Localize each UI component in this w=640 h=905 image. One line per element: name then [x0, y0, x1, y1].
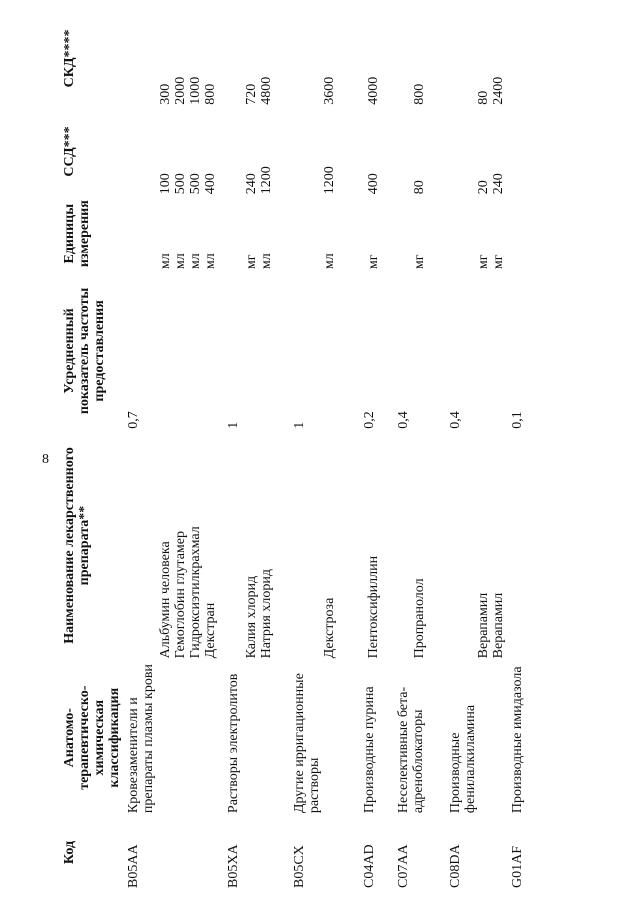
drug-name: Натрия хлорид [259, 569, 274, 659]
drug-skd: 2400 [491, 76, 506, 105]
table-row [510, 10, 546, 890]
row-drugs [292, 431, 362, 661]
row-ssd [510, 107, 546, 196]
drug-name: Верапамил [476, 592, 491, 659]
row-freq: 1 [226, 421, 241, 429]
page-number: 8 [42, 452, 49, 467]
row-atc: Растворы электролитов [226, 673, 241, 814]
row-code: C04AD [362, 844, 377, 888]
drug-skd: 3600 [322, 76, 337, 105]
row-code: B05CX [292, 845, 307, 888]
header-units: Единицы измерения [62, 200, 92, 268]
drug-name: Декстран [203, 602, 218, 659]
drug-unit: мг [244, 254, 259, 270]
drug-ssd: 100 [158, 173, 173, 195]
drug-skd: 800 [203, 83, 218, 105]
row-skd [126, 10, 226, 107]
row-atc: Другие ирригационные растворы [292, 673, 322, 814]
row-atc: Производные фенилалкиламина [448, 704, 478, 814]
drug-unit: мл [259, 253, 274, 270]
table-row [362, 10, 396, 890]
drug-unit: мг [476, 254, 491, 270]
row-skd [362, 10, 396, 107]
drug-unit: мг [366, 254, 381, 270]
drug-name: Верапамил [491, 592, 506, 659]
drug-skd: 720 [244, 83, 259, 105]
drug-unit: мл [173, 253, 188, 270]
drug-name: Альбумин человека [158, 541, 173, 659]
drug-skd: 1000 [188, 76, 203, 105]
drug-name: Гидроксиэтилкрахмал [188, 526, 203, 659]
drug-ssd: 80 [412, 180, 427, 195]
row-code: B05XA [226, 844, 241, 888]
drug-name: Пропранолол [412, 578, 427, 659]
row-ssd [126, 107, 226, 196]
drug-name: Гемоглобин глутамер [173, 531, 188, 659]
row-ssd [226, 107, 292, 196]
drug-unit: мг [491, 254, 506, 270]
drug-name: Декстроза [322, 597, 337, 659]
drug-unit: мл [158, 253, 173, 270]
row-units [292, 196, 362, 271]
row-code: G01AF [510, 845, 525, 888]
drug-table [62, 10, 546, 890]
row-atc: Производные имидазола [510, 666, 525, 814]
drug-ssd: 240 [244, 173, 259, 195]
row-freq: 1 [292, 421, 307, 429]
row-skd [226, 10, 292, 107]
drug-ssd: 400 [366, 173, 381, 195]
row-ssd [292, 107, 362, 196]
drug-name: Калия хлорид [244, 575, 259, 659]
drug-unit: мг [412, 254, 427, 270]
row-units [510, 196, 546, 271]
table-row [126, 10, 226, 890]
row-units [362, 196, 396, 271]
table-row [226, 10, 292, 890]
rotated-page [62, 10, 640, 890]
row-atc: Производные пурина [362, 686, 377, 814]
header-freq: Усредненный показатель частоты предоставления [62, 287, 107, 415]
row-drugs [448, 431, 510, 661]
header-code: Код [62, 840, 77, 865]
row-units [396, 196, 448, 271]
row-atc: Кровезаменители и препараты плазмы крови [126, 664, 156, 814]
row-freq: 0,2 [362, 411, 377, 429]
drug-skd: 4800 [259, 76, 274, 105]
table-row [448, 10, 510, 890]
header-row [62, 10, 126, 890]
row-ssd [448, 107, 510, 196]
row-freq: 0,4 [396, 411, 411, 429]
table-row [292, 10, 362, 890]
row-drugs [510, 431, 546, 661]
row-atc: Неселективные бета-адреноблокаторы [396, 686, 426, 814]
drug-unit: мл [322, 253, 337, 270]
row-freq: 0,1 [510, 411, 525, 429]
row-ssd [396, 107, 448, 196]
drug-ssd: 1200 [322, 166, 337, 195]
row-units [226, 196, 292, 271]
drug-skd: 4000 [366, 76, 381, 105]
drug-ssd: 1200 [259, 166, 274, 195]
drug-name: Пентоксифиллин [366, 555, 381, 659]
row-skd [510, 10, 546, 107]
header-ssd: ССД*** [62, 126, 77, 177]
row-code: C08DA [448, 844, 463, 888]
drug-ssd: 500 [173, 173, 188, 195]
header-skd: СКД**** [62, 29, 77, 88]
header-atc: Анатомо-терапевтическо-химическая классификация [62, 685, 122, 790]
row-freq: 0,4 [448, 411, 463, 429]
drug-ssd: 500 [188, 173, 203, 195]
drug-skd: 300 [158, 83, 173, 105]
drug-ssd: 400 [203, 173, 218, 195]
row-drugs [362, 431, 396, 661]
row-freq: 0,7 [126, 411, 141, 429]
row-code: C07AA [396, 844, 411, 888]
row-ssd [362, 107, 396, 196]
drug-skd: 800 [412, 83, 427, 105]
row-code: B05AA [126, 844, 141, 888]
drug-skd: 2000 [173, 76, 188, 105]
table-row [396, 10, 448, 890]
row-drugs [226, 431, 292, 661]
drug-unit: мл [188, 253, 203, 270]
drug-ssd: 240 [491, 173, 506, 195]
row-skd [292, 10, 362, 107]
row-units [448, 196, 510, 271]
drug-skd: 80 [476, 90, 491, 105]
row-drugs [126, 431, 226, 661]
drug-unit: мл [203, 253, 218, 270]
row-drugs [396, 431, 448, 661]
row-skd [396, 10, 448, 107]
row-units [126, 196, 226, 271]
header-drug: Наименование лекарственного препарата** [62, 447, 92, 644]
row-skd [448, 10, 510, 107]
drug-ssd: 20 [476, 180, 491, 195]
